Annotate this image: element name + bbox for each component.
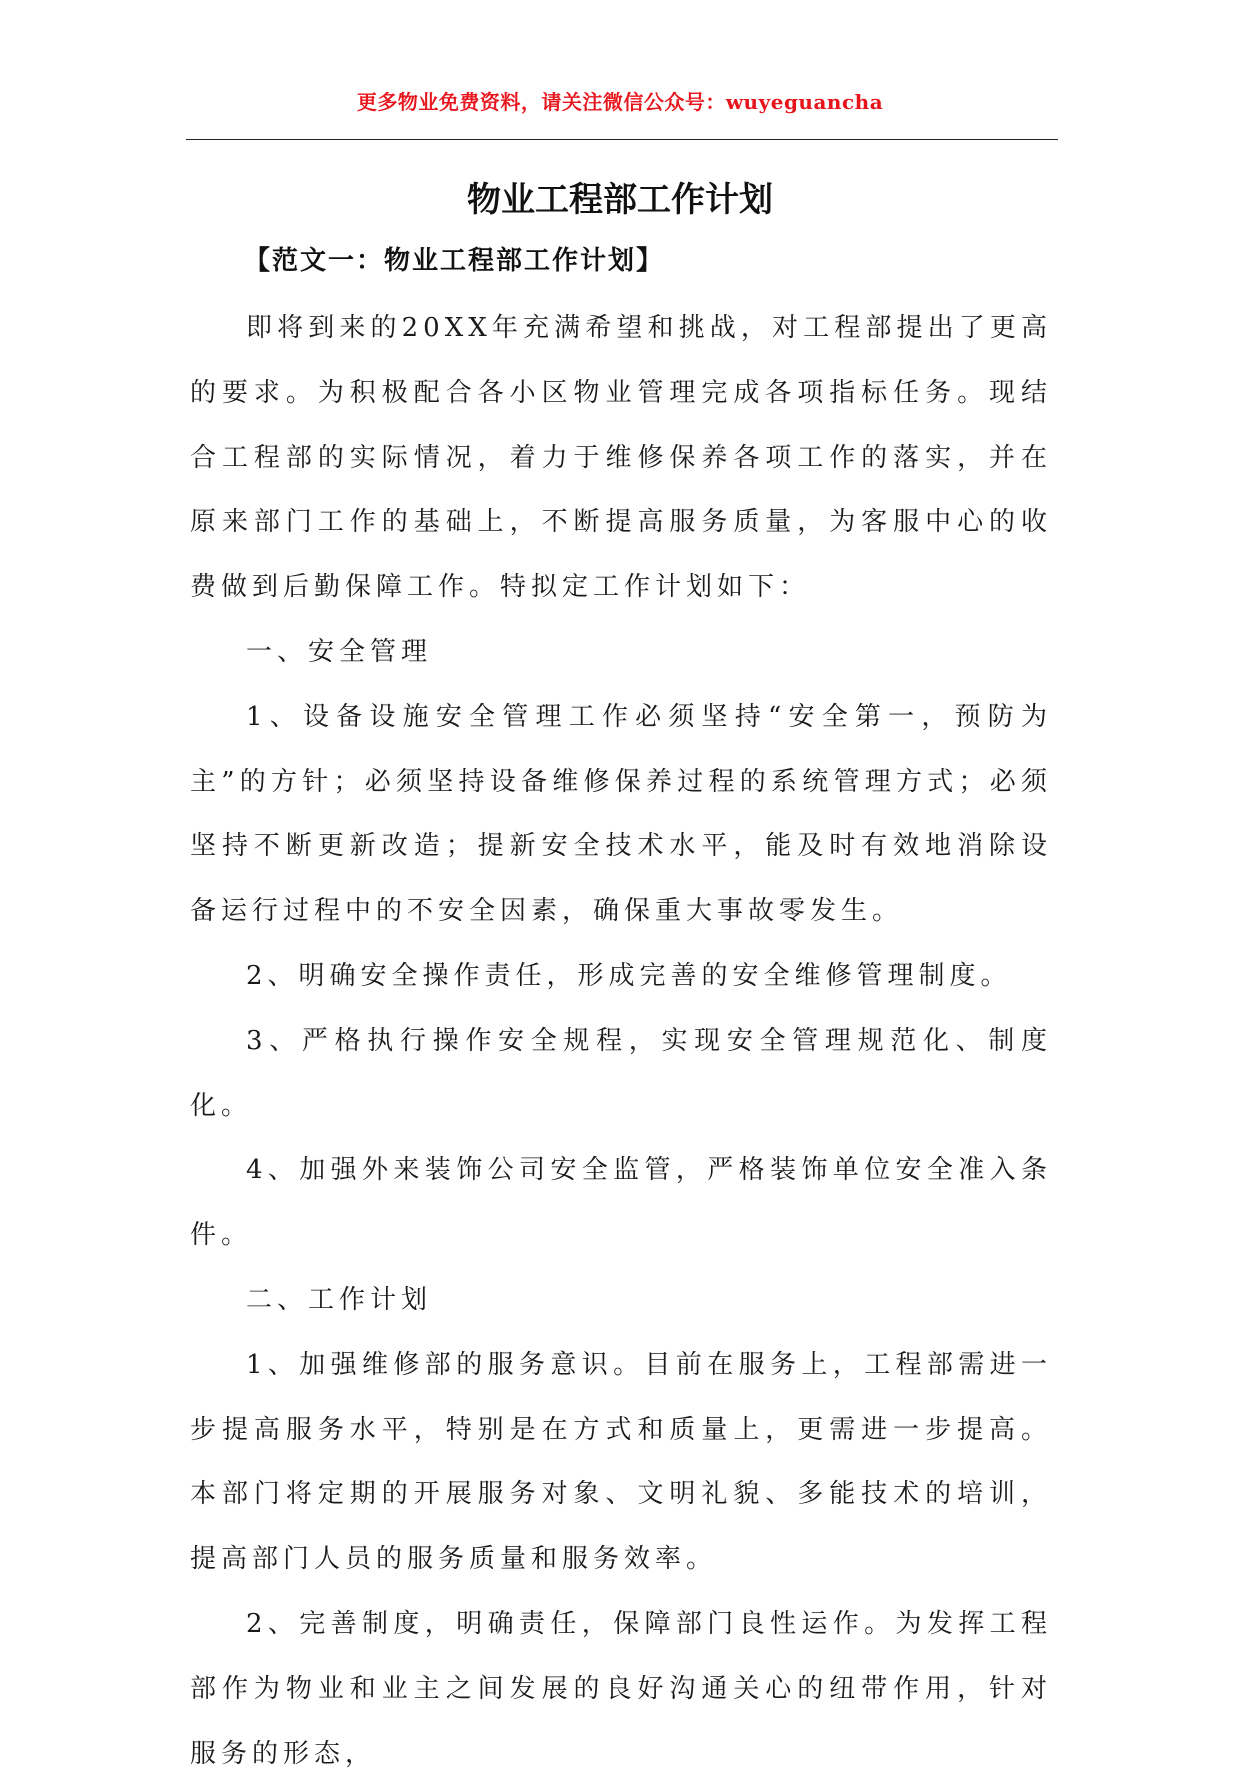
paragraph-safety-3: 3、严格执行操作安全规程，实现安全管理规范化、制度化。: [190, 1025, 1052, 1121]
document-title: 物业工程部工作计划: [467, 180, 773, 220]
document-body: [190, 296, 1052, 1786]
section-heading: 【范文一：物业工程部工作计划】: [244, 246, 665, 276]
paragraph-intro: 即将到来的20XX年充满希望和挑战，对工程部提出了更高的要求。为积极配合各小区物业管理完成各项指标任务。现结合工程部的实际情况，着力于维修保养各项工作的落实，并在原来部门工作的基础上，不断提高服务质量，为客服中心的收费做到后勤保障工作。特拟定工作计划如下：: [190, 313, 1052, 603]
heading-safety-management: 一、安全管理: [246, 636, 433, 667]
paragraph-safety-1: 1、设备设施安全管理工作必须坚持“安全第一，预防为主”的方针；必须坚持设备维修保养过程的系统管理方式；必须坚持不断更新改造；提新安全技术水平，能及时有效地消除设备运行过程中的不安全因素，确保重大事故零发生。: [190, 701, 1052, 927]
heading-work-plan: 二、工作计划: [246, 1284, 433, 1315]
header-divider: [186, 139, 1058, 140]
paragraph-plan-2: 2、完善制度，明确责任，保障部门良性运作。为发挥工程部作为物业和业主之间发展的良好沟通关心的纽带作用，针对服务的形态，: [190, 1608, 1052, 1769]
paragraph-safety-4: 4、加强外来装饰公司安全监管，严格装饰单位安全准入条件。: [190, 1155, 1052, 1251]
paragraph-safety-2: 2、明确安全操作责任，形成完善的安全维修管理制度。: [246, 960, 1012, 991]
header-promo-text: 更多物业免费资料，请关注微信公众号：wuyeguancha: [356, 90, 884, 114]
paragraph-plan-1: 1、加强维修部的服务意识。目前在服务上，工程部需进一步提高服务水平，特别是在方式和质量上，更需进一步提高。本部门将定期的开展服务对象、文明礼貌、多能技术的培训，提高部门人员的服务质量和服务效率。: [190, 1349, 1052, 1575]
